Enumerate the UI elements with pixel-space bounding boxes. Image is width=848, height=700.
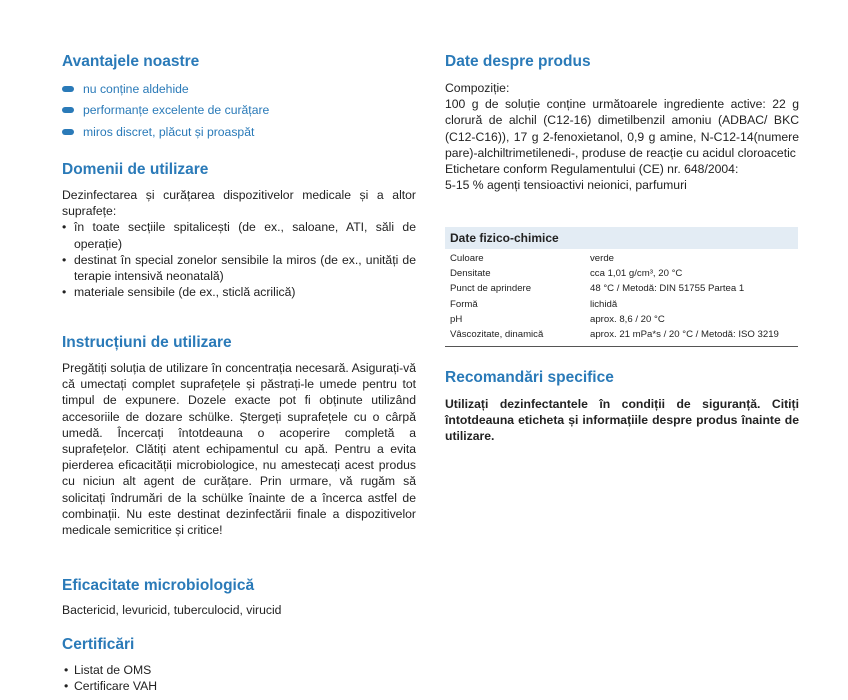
bullet-pill-icon <box>62 107 74 113</box>
surfactants-text: 5-15 % agenți tensioactivi neionici, parfumuri <box>445 178 687 193</box>
table-row: Punct de aprindere 48 °C / Metodă: DIN 51755 Partea 1 <box>450 283 745 295</box>
bullet-pill-icon <box>62 129 74 135</box>
bullet-pill-icon <box>62 86 74 92</box>
product-data-section <box>445 80 799 193</box>
list-item: performanțe excelente de curățare <box>62 100 269 122</box>
table-row: Formă lichidă <box>450 298 618 310</box>
physchem-heading: Date fizico-chimice <box>445 227 798 249</box>
list-item: nu conține aldehide <box>62 78 269 100</box>
advantages-heading: Avantajele noastre <box>62 53 200 70</box>
advantages-list <box>62 78 269 143</box>
labelling-text: Etichetare conform Regulamentului (CE) nr. 648/2004: <box>445 162 739 177</box>
product-data-heading: Date despre produs <box>445 53 591 70</box>
list-item: • Listat de OMS <box>62 662 262 678</box>
table-row: Vâscozitate, dinamică aprox. 21 mPa*s / 20 °C / Metodă: ISO 3219 <box>450 329 779 341</box>
domains-list <box>62 219 416 300</box>
composition-label: Compoziție: <box>445 81 510 95</box>
instructions-heading: Instrucțiuni de utilizare <box>62 334 232 351</box>
physchem-table <box>445 227 798 347</box>
table-row: Densitate cca 1,01 g/cm³, 20 °C <box>450 268 683 280</box>
efficacy-text: Bactericid, levuricid, tuberculocid, virucid <box>62 603 282 617</box>
efficacy-heading: Eficacitate microbiologică <box>62 577 255 594</box>
list-item: • materiale sensibile (de ex., sticlă acrilică) <box>62 284 416 300</box>
domains-section <box>62 187 416 300</box>
recommendations-heading: Recomandări specifice <box>445 369 614 386</box>
list-item: • destinat în special zonelor sensibile la miros (de ex., unități de terapie intensivă neonatală) <box>62 252 416 284</box>
domains-heading: Domenii de utilizare <box>62 161 209 178</box>
table-divider <box>445 346 798 347</box>
table-row: pH aprox. 8,6 / 20 °C <box>450 313 665 325</box>
certifications-list <box>62 662 262 694</box>
list-item: miros discret, plăcut și proaspăt <box>62 121 269 143</box>
composition-text: 100 g de soluție conține următoarele ingrediente active: 22 g clorură de alchil (C12-16) dimetilbenzil amoniu (ADBAC/ BKC (C12-C16)), 17 g 2-fenoxietanol, 0,9 g amine, N-C12-14(numere pare)-alchiltrimetilenedi-, produse de reacție cu acidul cloroacetic <box>445 97 799 160</box>
list-item: • în toate secțiile spitalicești (de ex., saloane, ATI, săli de operație) <box>62 219 416 251</box>
table-row: Culoare verde <box>450 253 614 265</box>
domains-intro: Dezinfectarea și curățarea dispozitivelor medicale și a altor suprafețe: <box>62 188 416 219</box>
list-item: • Certificare VAH <box>62 678 262 694</box>
certifications-heading: Certificări <box>62 636 135 653</box>
recommendations-text: Utilizați dezinfectantele în condiții de siguranță. Citiți întotdeauna eticheta și informațiile despre produs înainte de utilizare. <box>445 397 799 444</box>
physchem-rows <box>445 251 798 342</box>
instructions-text: Pregătiți soluția de utilizare în concentrația necesară. Asigurați-vă că umectați complet suprafețele și păstrați-le umede pentru tot timpul de expunere. Dozele exacte pot fi obținute utilizând accesoriile de dozare schülke. Ștergeți suprafețele cu o cârpă umedă. Încercați întotdeauna o acoperire completă a suprafețelor. Clătiți atent echipamentul cu apă. Pentru a evita pierderea eficacității microbiologice, nu amestecați acest produs cu niciun alt agent de curățare. Prin urmare, vă rugăm să solicitați îndrumări de la schülke înainte de a încerca astfel de combinații. Nu este destinat dezinfectării finale a dispozitivelor medicale semicritice și critice! <box>62 361 416 538</box>
